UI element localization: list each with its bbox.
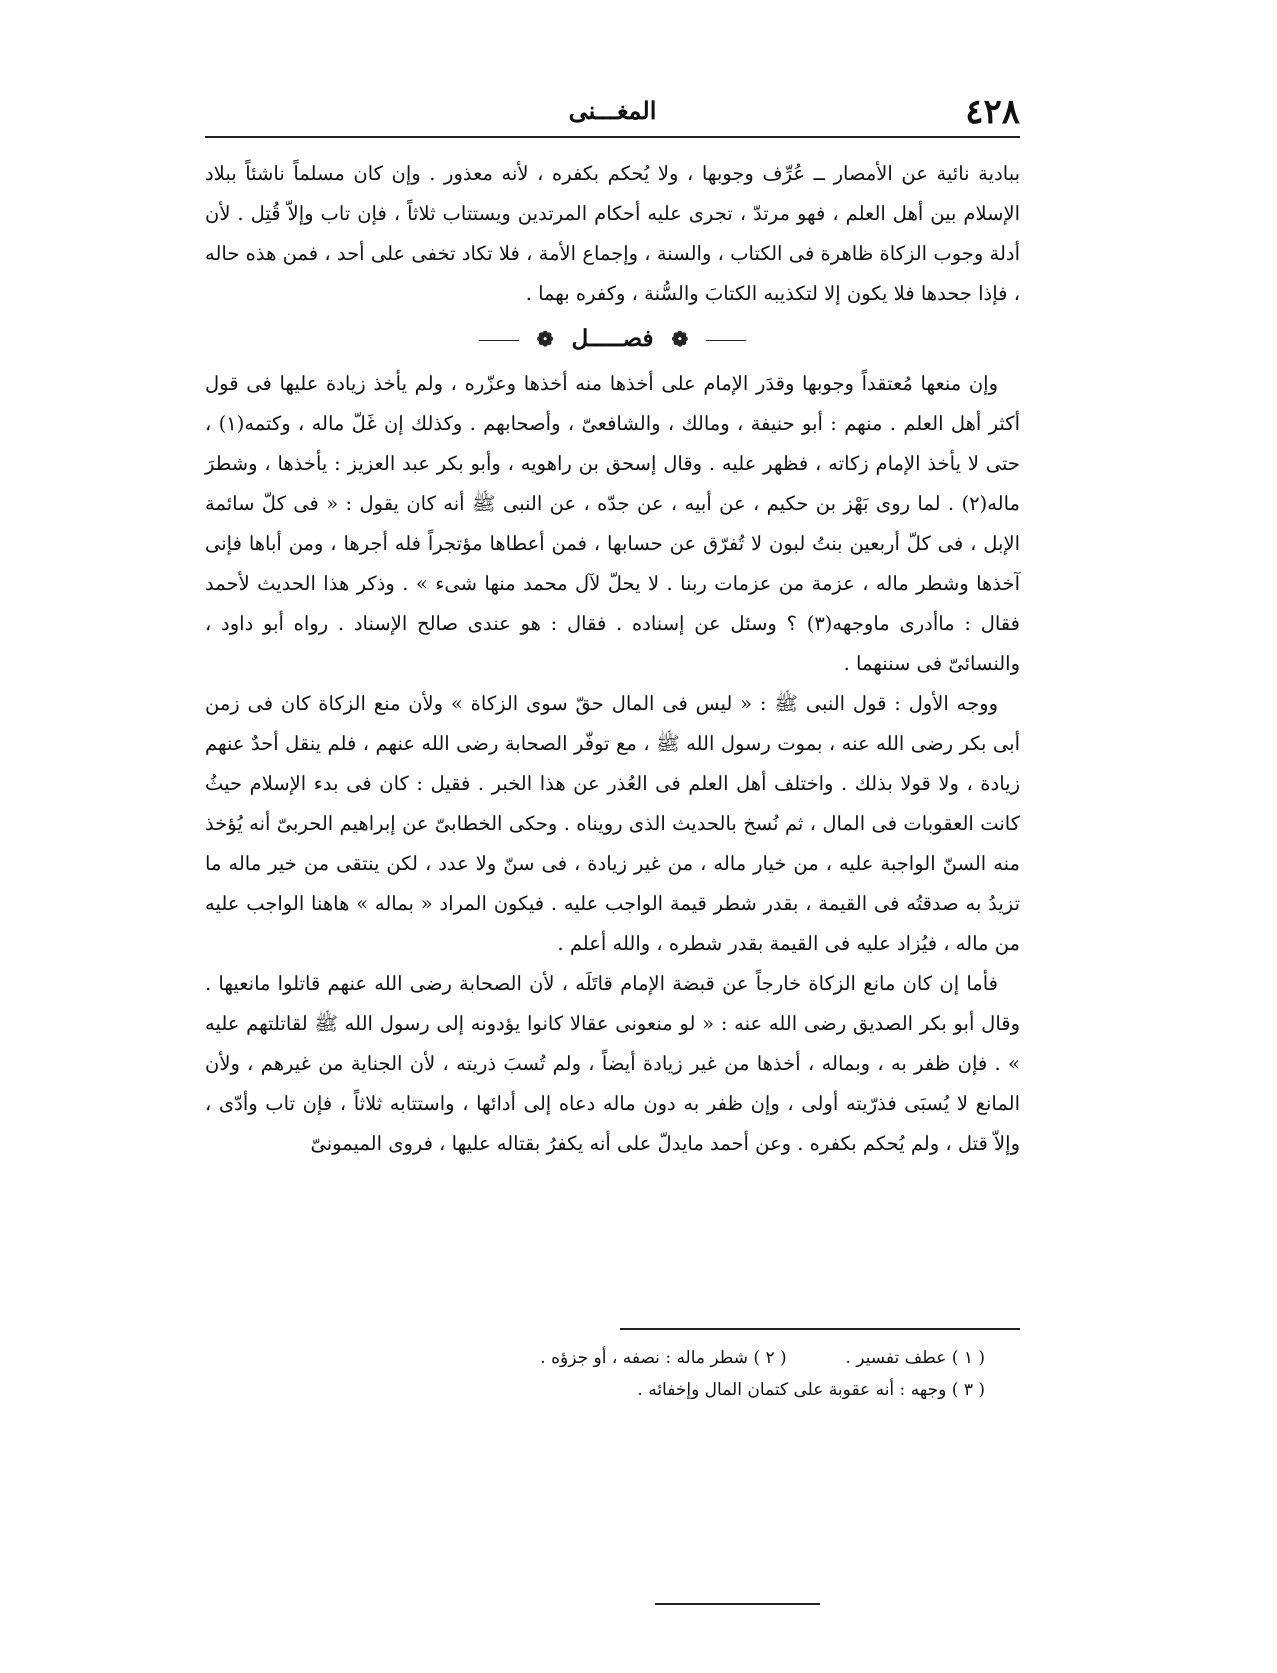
paragraph-intro: ببادية نائية عن الأمصار ــ عُرِّف وجوبها ، ولا يُحكم بكفره ، لأنه معذور . وإن كان مسلماً ناشئاً ببلاد الإسلام بين أهل العلم ، فهو مرتدّ ، تجرى عليه أحكام المرتدين ويستتاب ثلاثاً ، فإن تاب وإلاّ قُتِل . لأن أدلة وجوب الزكاة ظاهرة فى الكتاب ، والسنة ، وإجماع الأمة ، فلا تكاد تخفى على أحد ، فمن هذه حاله ، فإذا جحدها فلا يكون إلا لتكذيبه الكتابَ والسُّنة ، وكفره بهما .	[205, 162, 1020, 305]
floral-ornament-icon: ❁	[671, 327, 689, 351]
page-header	[205, 92, 1020, 132]
footnote-row-1	[205, 1342, 985, 1374]
header-rule	[205, 136, 1020, 138]
book-title: المغـــنى	[568, 96, 657, 125]
footnotes	[205, 1342, 985, 1406]
section-title: فصـــــل	[571, 325, 654, 352]
paragraph-3: فأما إن كان مانع الزكاة خارجاً عن قبضة الإمام قاتَلَه ، لأن الصحابة رضى الله عنهم قاتلوا مانعيها . وقال أبو بكر الصديق رضى الله عنه : « لو منعونى عقالا كانوا يؤدونه إلى رسول الله ﷺ لقاتلتهم عليه » . فإن ظفر به ، وبماله ، أخذها من غير زيادة أيضاً ، ولم تُسبَ ذريته ، لأن الجناية من غيرهم ، ولأن المانع لا يُسبَى فذرّيته أولى ، وإن ظفر به دون ماله دعاه إلى أدائها ، واستتابه ثلاثاً ، فإن تاب وأدّى ، وإلاّ قتل ، ولم يُحكم بكفره . وعن أحمد مايدلّ على أنه يكفرُ بقتاله عليها ، فروى الميمونىّ	[205, 972, 1020, 1155]
floral-ornament-icon: ❁	[536, 327, 554, 351]
paragraph-2: ووجه الأول : قول النبى ﷺ : « ليس فى المال حقّ سوى الزكاة » ولأن منع الزكاة كان فى زمن أبى بكر رضى الله عنه ، بموت رسول الله ﷺ ، مع توفّر الصحابة رضى الله عنهم ، فلم ينقل أحدٌ عنهم زيادة ، ولا قولا بذلك . واختلف أهل العلم فى العُذر عن هذا الخبر . فقيل : كان فى بدء الإسلام حيثُ كانت العقوبات فى المال ، ثم نُسخ بالحديث الذى رويناه . وحكى الخطابىّ عن إبراهيم الحربىّ أنه يُؤخذ منه السنّ الواجبة عليه ، من خيار ماله ، من غير زيادة ، فى سنّ ولا عدد ، لكن ينتقى من خير ماله ما تزيدُ به صدقتُه فى القيمة ، بقدر شطر قيمة الواجب عليه . فيكون المراد « بماله » هاهنا الواجب عليه من ماله ، فيُزاد عليه فى القيمة بقدر شطره ، والله أعلم .	[205, 692, 1020, 955]
body-text	[205, 154, 1020, 1164]
footnote-row-2	[205, 1374, 985, 1406]
heading-rule-right	[706, 340, 746, 341]
section-heading	[205, 316, 1020, 362]
footnote-2: ( ٢ ) شطر ماله : نصفه ، أو جزؤه .	[540, 1348, 787, 1368]
footnote-3: ( ٣ ) وجهه : أنه عقوبة على كتمان المال وإخفائه .	[637, 1380, 985, 1400]
page-number: ٤٢٨	[965, 92, 1020, 132]
bottom-rule	[655, 1603, 820, 1605]
footnote-1: ( ١ ) عطف تفسير .	[845, 1348, 985, 1368]
footnote-rule	[620, 1328, 1020, 1330]
paragraph-1: وإن منعها مُعتقداً وجوبها وقدَر الإمام على أخذها منه أخذها وعزّره ، ولم يأخذ زيادة عليها فى قول أكثر أهل العلم . منهم : أبو حنيفة ، ومالك ، والشافعىّ ، وأصحابهم . وكذلك إن غَلّ ماله ، وكتمه(١) ، حتى لا يأخذ الإمام زكاته ، فظهر عليه . وقال إسحق بن راهويه ، وأبو بكر عبد العزيز : يأخذها ، وشطرَ ماله(٢) . لما روى بَهْز بن حكيم ، عن أبيه ، عن جدّه ، عن النبى ﷺ أنه كان يقول : « فى كلّ سائمة الإبل ، فى كلّ أربعين بنتُ لبون لا تُفرّق عن حسابها ، فمن أعطاها مؤتجراً فله أجرها ، ومن أباها فإنى آخذها وشطر ماله ، عزمة من عزمات ربنا . لا يحلّ لآل محمد منها شىء » . وذكر هذا الحديث لأحمد فقال : ماأدرى ماوجهه(٣) ؟ وسئل عن إسناده . فقال : هو عندى صالح الإسناد . رواه أبو داود ، والنسائىّ فى سننهما .	[205, 372, 1020, 675]
heading-rule-left	[479, 340, 519, 341]
